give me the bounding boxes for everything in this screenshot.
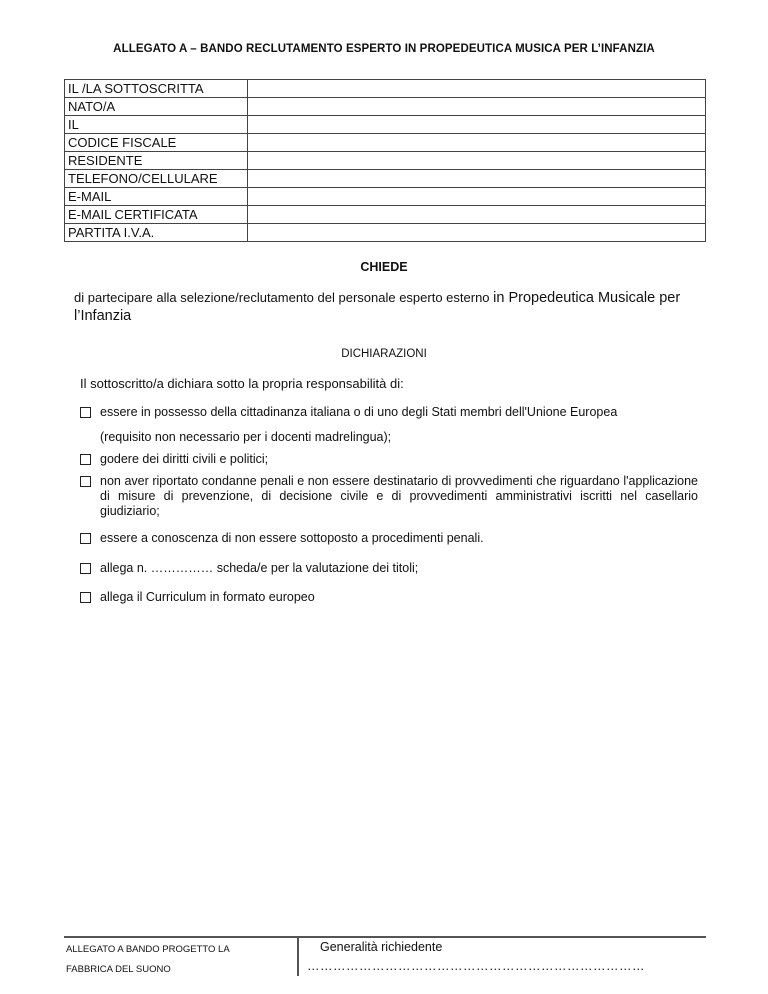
table-row [65,224,706,242]
table-row [65,80,706,98]
footer-left-line-1: ALLEGATO A BANDO PROGETTO LA [66,944,230,955]
field-label: TELEFONO/CELLULARE [65,170,248,188]
table-row [65,152,706,170]
declaration-item-attachments [80,561,698,576]
table-row [65,134,706,152]
footer-divider [64,936,706,938]
signature-line: …………………………………………………………………… [307,959,645,973]
table-row [65,206,706,224]
phone-field[interactable] [248,170,706,188]
checkbox[interactable] [80,563,91,574]
field-label: IL /LA SOTTOSCRITTA [65,80,248,98]
field-label: PARTITA I.V.A. [65,224,248,242]
email-field[interactable] [248,188,706,206]
birthdate-field[interactable] [248,116,706,134]
checkbox[interactable] [80,407,91,418]
declaration-intro: Il sottoscritto/a dichiara sotto la propria responsabilità di: [80,376,404,391]
tax-code-field[interactable] [248,134,706,152]
declaration-item-criminal-record [80,474,698,519]
applicant-data-table [64,79,706,242]
field-label: RESIDENTE [65,152,248,170]
field-label: E-MAIL [65,188,248,206]
declaration-text-continued: (requisito non necessario per i docenti madrelingua); [100,430,392,444]
checkbox[interactable] [80,533,91,544]
field-label: IL [65,116,248,134]
declaration-item-proceedings [80,531,698,546]
declaration-item-citizenship [80,405,698,445]
field-label: E-MAIL CERTIFICATA [65,206,248,224]
footer-left-line-2: FABBRICA DEL SUONO [66,964,171,975]
checkbox[interactable] [80,454,91,465]
request-heading: CHIEDE [360,260,408,274]
declaration-text: allega n. …………… scheda/e per la valutazione dei titoli; [100,561,419,575]
table-row [65,116,706,134]
declaration-text: allega il Curriculum in formato europeo [100,590,315,604]
declaration-text: godere dei diritti civili e politici; [100,452,269,466]
residence-field[interactable] [248,152,706,170]
certified-email-field[interactable] [248,206,706,224]
declaration-text: essere a conoscenza di non essere sottoposto a procedimenti penali. [100,531,484,545]
checkbox[interactable] [80,592,91,603]
request-paragraph [74,289,714,325]
table-row [65,188,706,206]
table-row [65,170,706,188]
vat-number-field[interactable] [248,224,706,242]
table-row [65,98,706,116]
birthplace-field[interactable] [248,98,706,116]
declaration-text: essere in possesso della cittadinanza italiana o di uno degli Stati membri dell'Unione Europea [100,405,618,419]
request-text: di partecipare alla selezione/reclutamento del personale esperto esterno [74,290,490,305]
declaration-item-civil-rights [80,452,698,467]
name-field[interactable] [248,80,706,98]
footer-separator [297,936,299,976]
field-label: CODICE FISCALE [65,134,248,152]
field-label: NATO/A [65,98,248,116]
declaration-text: non aver riportato condanne penali e non essere destinatario di provvedimenti che riguardano l'applicazione di misure di prevenzione, di decisione civile e di provvedimenti amministrativi iscritti nel casellario giudiziario; [100,474,698,518]
declaration-item-curriculum [80,590,698,605]
request-emphasis: in Propedeutica Musicale per l’Infanzia [74,290,681,324]
checkbox[interactable] [80,476,91,487]
signature-label: Generalità richiedente [320,940,443,954]
document-title: ALLEGATO A – BANDO RECLUTAMENTO ESPERTO IN PROPEDEUTICA MUSICA PER L’INFANZIA [113,43,655,55]
declarations-heading: DICHIARAZIONI [341,348,427,360]
